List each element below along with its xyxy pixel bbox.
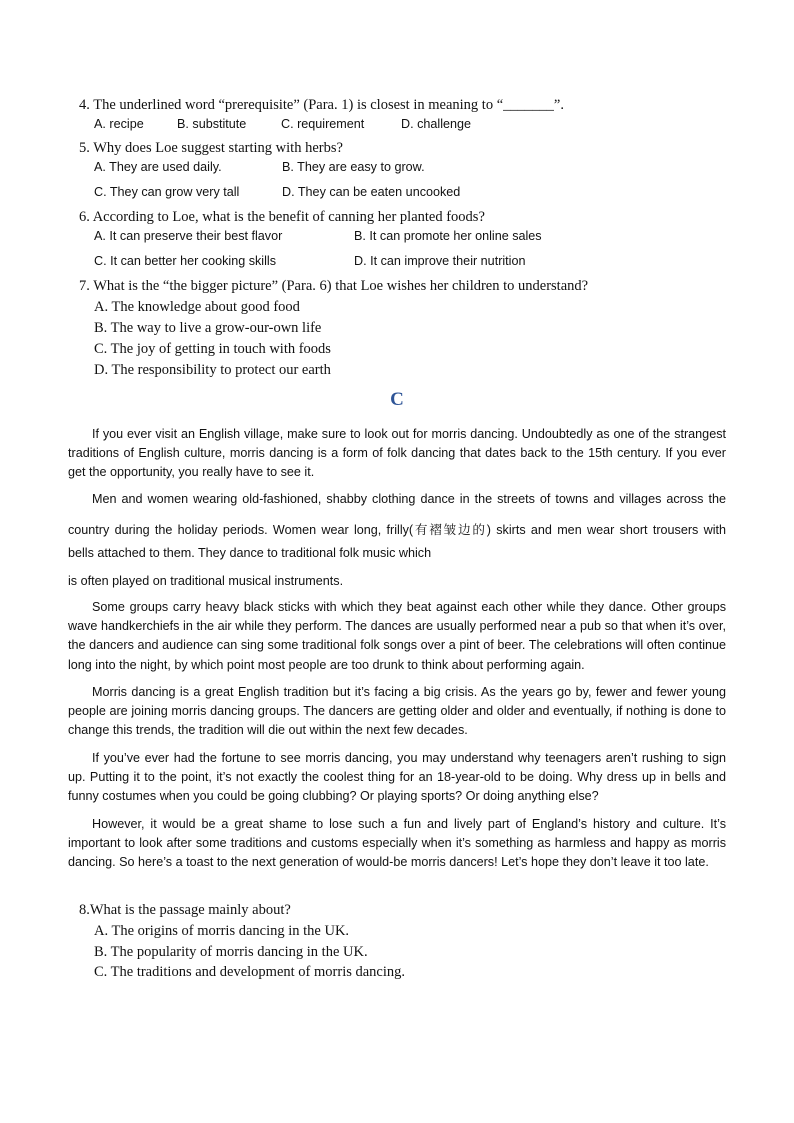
passage-paragraph-6: However, it would be a great shame to lose such a fun and lively part of England’s history and culture. It’s important to look after some traditions and customs especially when it’s something as harmless and happy as morris dancing. So here’s a toast to the next generation of would-be morris dancers! Let’s hope they don’t leave it too late. <box>68 817 726 870</box>
q5-option-d: D. They can be eaten uncooked <box>282 185 461 199</box>
q7-option-b: B. The way to live a grow-our-own life <box>94 320 322 336</box>
passage-paragraph-2-line-4: is often played on traditional musical instruments. <box>68 574 344 588</box>
q7-option-a: A. The knowledge about good food <box>94 299 300 315</box>
question-4-stem: 4. The underlined word “prerequisite” (Para. 1) is closest in meaning to “_______”. <box>79 97 564 113</box>
q8-option-c: C. The traditions and development of morris dancing. <box>94 964 406 980</box>
passage-paragraph-5: If you’ve ever had the fortune to see morris dancing, you may understand why teenagers aren’t rushing to sign up. Putting it to the point, it’s not exactly the coolest thing for an 18-year-old to be doing. Why dress up in bells and funny costumes when you could be going clubbing? Or playing sports? Or doing anything else? <box>68 751 726 804</box>
q4-option-c: C. requirement <box>281 117 365 131</box>
q4-option-b: B. substitute <box>177 117 247 131</box>
q5-option-c: C. They can grow very tall <box>94 185 240 199</box>
q5-option-a: A. They are used daily. <box>94 160 222 174</box>
question-5-stem: 5. Why does Loe suggest starting with herbs? <box>79 140 343 156</box>
q4-option-a: A. recipe <box>94 117 144 131</box>
passage-paragraph-2-line-3: bells attached to them. They dance to traditional folk music which <box>68 546 432 560</box>
section-heading: C <box>390 389 404 410</box>
q6-option-d: D. It can improve their nutrition <box>354 254 526 268</box>
passage-paragraph-3: Some groups carry heavy black sticks with which they beat against each other while they dance. Other groups wave handkerchiefs in the air while they perform. The dances are usually performed near a pub so that when it’s over, the dancers and audience can sing some traditional folk songs over a pint of beer. The celebrations will often continue long into the night, by which point most people are too drunk to think about performing again. <box>68 600 726 672</box>
q6-option-a: A. It can preserve their best flavor <box>94 229 283 243</box>
question-6-stem: 6. According to Loe, what is the benefit of canning her planted foods? <box>79 209 485 225</box>
q5-option-b: B. They are easy to grow. <box>282 160 425 174</box>
passage-paragraph-2-line-2: country during the holiday periods. Women wear long, frilly(有褶皱边的) skirts and men wear short trousers with <box>68 523 726 537</box>
q7-option-d: D. The responsibility to protect our earth <box>94 362 331 378</box>
q8-option-a: A. The origins of morris dancing in the UK. <box>94 923 350 939</box>
q4-option-d: D. challenge <box>401 117 472 131</box>
question-7-stem: 7. What is the “the bigger picture” (Para. 6) that Loe wishes her children to understand? <box>79 278 589 294</box>
q8-option-b: B. The popularity of morris dancing in the UK. <box>94 944 368 960</box>
passage-paragraph-1: If you ever visit an English village, make sure to look out for morris dancing. Undoubtedly as one of the strangest traditions of English culture, morris dancing is a form of folk dancing that dates back to the 15th century. If you ever get the opportunity, you really have to see it. <box>68 427 726 480</box>
passage-paragraph-2-line-1: Men and women wearing old-fashioned, shabby clothing dance in the streets of towns and villages across the <box>92 492 726 506</box>
q6-option-b: B. It can promote her online sales <box>354 229 542 243</box>
passage-paragraph-4: Morris dancing is a great English tradition but it’s facing a big crisis. As the years go by, fewer and fewer young people are joining morris dancing groups. The dancers are getting older and older and eventually, if nothing is done to change this trends, the tradition will die out within the next few decades. <box>68 685 726 738</box>
q7-option-c: C. The joy of getting in touch with foods <box>94 341 331 357</box>
question-8-stem: 8.What is the passage mainly about? <box>79 902 291 918</box>
q6-option-c: C. It can better her cooking skills <box>94 254 276 268</box>
